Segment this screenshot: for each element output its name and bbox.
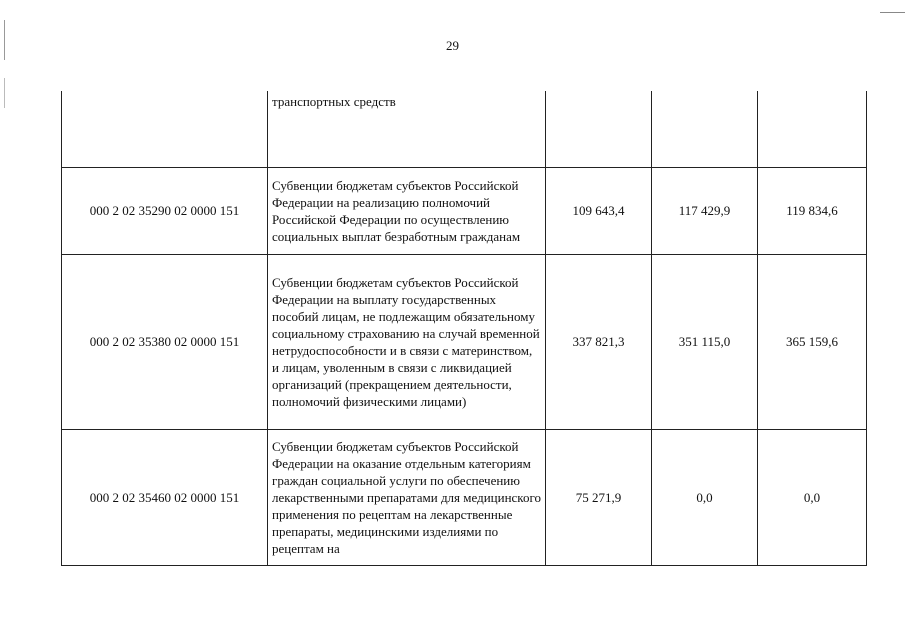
amount-year2-cell: 351 115,0 — [652, 254, 758, 429]
revenue-name-cell: Субвенции бюджетам субъектов Российской Федерации на реализацию полномочий Российской Федерации по осуществлению социальных выплат безработным гражданам — [268, 167, 546, 254]
amount-year3-cell: 0,0 — [758, 429, 867, 565]
amount-year2-cell — [652, 91, 758, 167]
page-number: 29 — [446, 38, 459, 53]
budget-revenue-table — [61, 91, 867, 566]
amount-year3-cell: 119 834,6 — [758, 167, 867, 254]
revenue-name-cell: Субвенции бюджетам субъектов Российской Федерации на оказание отдельным категориям граждан социальной услуги по обеспечению лекарственными препаратами для медицинского применения по рецептам на лекарственные препараты, медицинскими изделиями по рецептам на — [268, 429, 546, 565]
revenue-name-cell: транспортных средств — [268, 91, 546, 167]
amount-year2-cell: 117 429,9 — [652, 167, 758, 254]
budget-code-cell: 000 2 02 35290 02 0000 151 — [62, 167, 268, 254]
amount-year1-cell: 337 821,3 — [546, 254, 652, 429]
budget-code-cell: 000 2 02 35380 02 0000 151 — [62, 254, 268, 429]
scan-edge-mark — [4, 78, 5, 108]
amount-year1-cell — [546, 91, 652, 167]
amount-year2-cell: 0,0 — [652, 429, 758, 565]
table-row — [62, 429, 867, 565]
scan-edge-mark — [880, 12, 905, 13]
table-row — [62, 91, 867, 167]
table-row — [62, 167, 867, 254]
amount-year1-cell: 109 643,4 — [546, 167, 652, 254]
table-row — [62, 254, 867, 429]
budget-code-cell: 000 2 02 35460 02 0000 151 — [62, 429, 268, 565]
amount-year3-cell — [758, 91, 867, 167]
revenue-name-cell: Субвенции бюджетам субъектов Российской Федерации на выплату государственных пособий лицам, не подлежащим обязательному социальному страхованию на случай временной нетрудоспособности и в связи с материнством, и лицам, уволенным в связи с ликвидацией организаций (прекращением деятельности, полномочий физическими лицами) — [268, 254, 546, 429]
budget-code-cell — [62, 91, 268, 167]
amount-year3-cell: 365 159,6 — [758, 254, 867, 429]
amount-year1-cell: 75 271,9 — [546, 429, 652, 565]
